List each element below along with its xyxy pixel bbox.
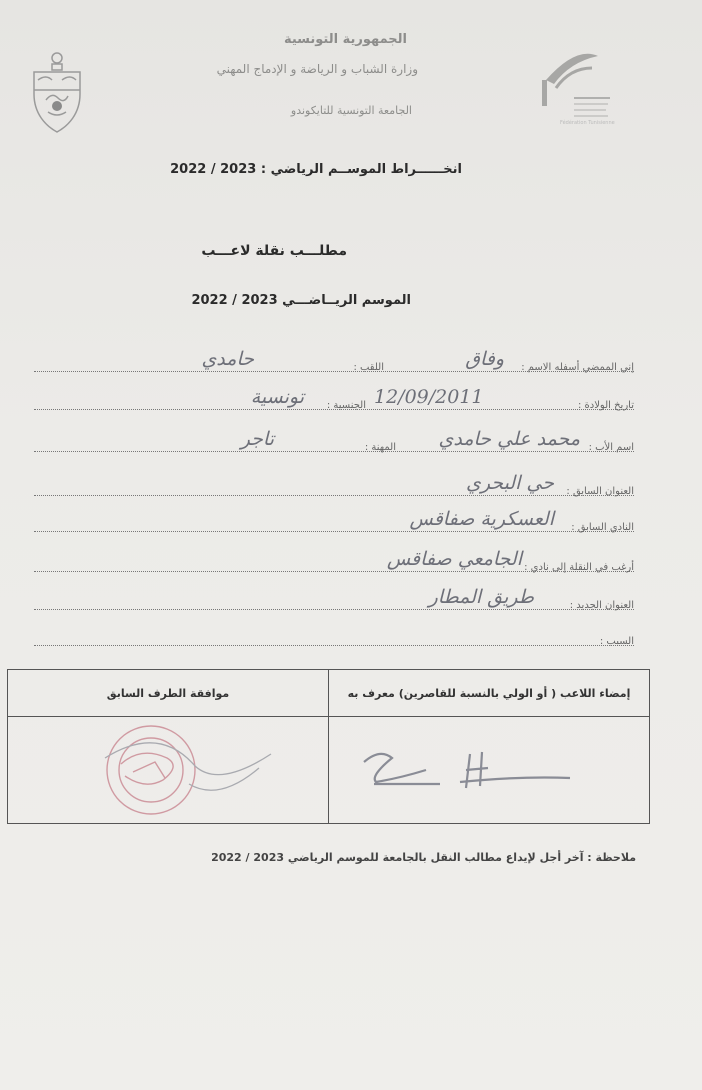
label-new-address: العنوان الجديد : [569,600,634,611]
value-firstname: وفاق [465,348,504,370]
request-title: مطلـــب نقلة لاعـــب [201,243,347,259]
label-new-club: أرغب في النقلة إلى نادي : [524,562,634,573]
header-prev-approval: موافقة الطرف السابق [8,670,329,717]
value-father: محمد علي حامدي [438,428,580,450]
label-firstname: إني الممضي أسفله الاسم : [521,362,634,373]
label-nationality: الجنسية : [326,400,366,411]
form-row-reason [34,626,634,648]
form-row-birth [34,386,634,412]
form-row-new-club [34,548,634,574]
value-birthdate: 12/09/2011 [374,386,484,408]
cell-prev-approval [8,717,329,824]
season-line: انخــــــراط الموســم الرياضي : 2023 / 2022 [170,162,462,177]
header-player-signature: إمضاء اللاعب ( أو الولي بالنسبة للقاصرين) معرف به [329,670,650,717]
header-line-republic: الجمهورية التونسية [283,32,407,47]
season-subtitle: الموسم الريــاضـــي 2023 / 2022 [191,293,411,308]
label-father: اسم الأب : [588,442,634,453]
value-nationality: تونسية [250,386,304,408]
cell-player-signature [329,717,650,824]
deadline-note: ملاحظة : آخر أجل لإيداع مطالب النقل بالجامعة للموسم الرياضي 2023 / 2022 [211,851,636,864]
form-row-prev-address [34,472,634,498]
club-stamp-icon [9,718,327,822]
form-row-prev-club [34,508,634,534]
value-prev-address: حي البحري [465,472,554,494]
value-new-club: الجامعي صفاقس [386,548,522,570]
form-row-name [34,348,634,374]
value-new-address: طريق المطار [428,586,534,608]
label-prev-address: العنوان السابق : [566,486,634,497]
header-line-ministry: وزارة الشباب و الرياضة و الإدماج المهني [216,62,418,76]
label-prev-club: النادي السابق : [571,522,634,533]
value-lastname: حامدي [201,348,254,370]
header-line-federation: الجامعة التونسية للتايكوندو [290,104,412,117]
label-reason: السبب : [599,636,634,647]
form-row-father [34,428,634,454]
form-row-new-address [34,586,634,612]
label-birthdate: تاريخ الولادة : [577,400,634,411]
coat-of-arms-icon [28,50,86,136]
value-prev-club: العسكرية صفاقس [409,508,554,530]
label-profession: المهنة : [364,442,396,453]
value-profession: تاجر [240,428,274,450]
logo-caption: Fédération Tunisienne [560,120,615,126]
player-signature-icon [330,718,648,822]
signature-table [7,669,650,824]
label-lastname: اللقب : [353,362,384,373]
